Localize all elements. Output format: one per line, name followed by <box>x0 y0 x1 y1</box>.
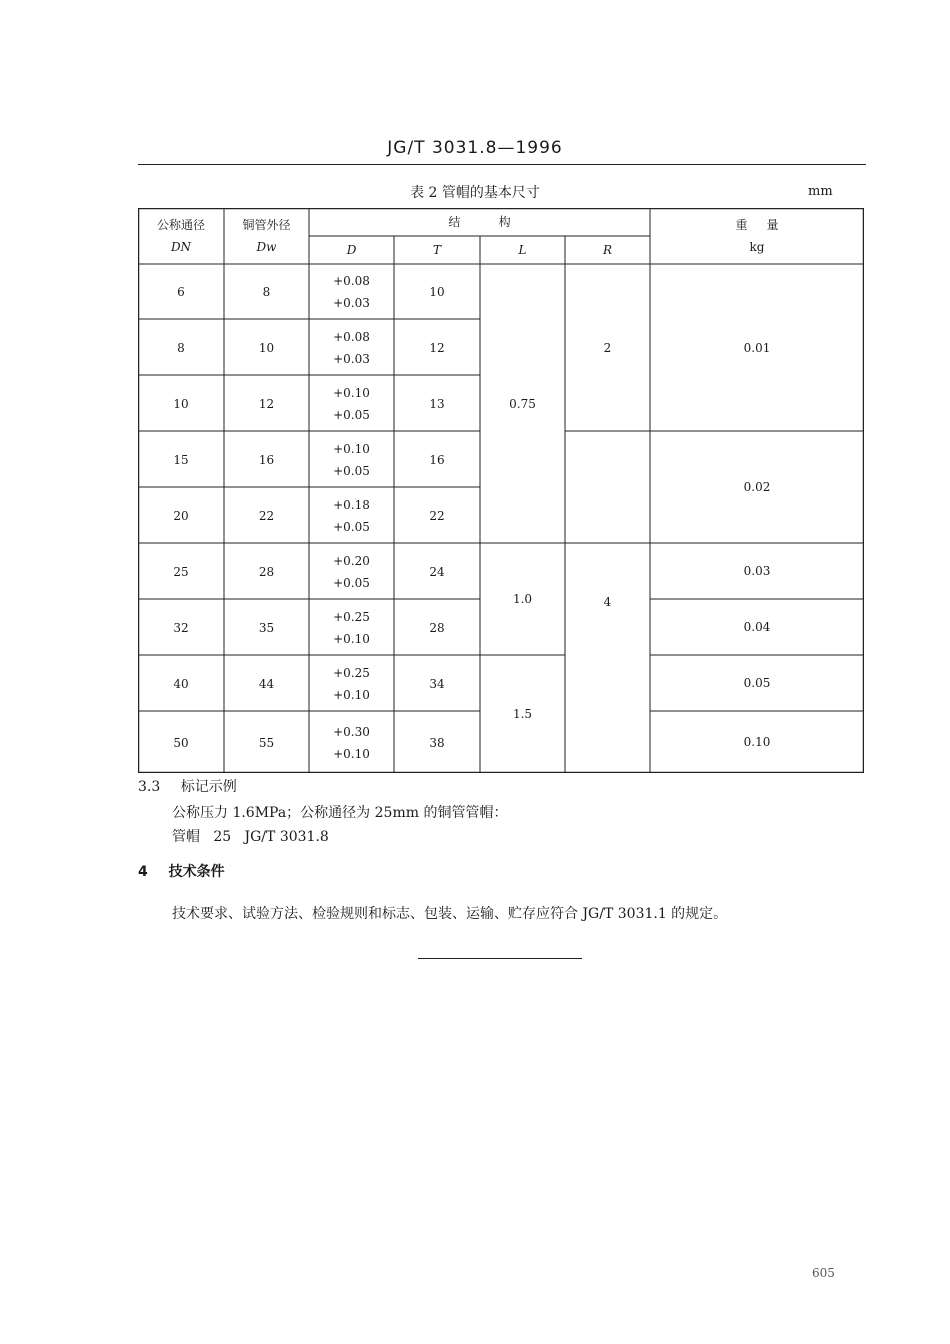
cell-t: 34 <box>429 677 445 691</box>
header-dw <box>224 208 309 264</box>
cell-dw: 12 <box>258 397 275 411</box>
header-dn <box>138 208 224 264</box>
table-unit: mm <box>808 184 833 199</box>
cell-dw: 28 <box>258 565 275 579</box>
weight-group-3: 0.03 <box>743 564 771 578</box>
tolerance-lower: +0.03 <box>333 296 370 310</box>
tolerance-lower: +0.05 <box>333 464 370 478</box>
cell-t: 38 <box>429 736 445 750</box>
tolerance-lower: +0.10 <box>333 688 370 702</box>
cell-dn: 50 <box>173 736 189 750</box>
l-group-1: 0.75 <box>509 396 536 411</box>
tolerance-lower: +0.05 <box>333 520 370 534</box>
cell-t: 28 <box>429 621 445 635</box>
cell-d-tolerance <box>309 432 394 488</box>
header-dn-symbol: DN <box>170 240 192 254</box>
section-3-3-line2: 管帽 25 JG/T 3031.8 <box>172 829 329 845</box>
r-group-2: 4 <box>603 595 612 609</box>
section-4-title: 技术条件 <box>168 864 225 880</box>
tolerance-lower: +0.05 <box>333 576 370 590</box>
cell-dw: 55 <box>258 736 275 750</box>
standard-code: JG/T 3031.8—1996 <box>387 138 563 158</box>
header-weight <box>650 208 864 264</box>
cell-dw: 44 <box>258 677 275 691</box>
cell-d-tolerance <box>309 264 394 320</box>
tolerance-upper: +0.25 <box>333 666 370 680</box>
dimension-table <box>138 208 864 773</box>
header-l: L <box>518 243 527 257</box>
cell-t: 16 <box>429 453 445 467</box>
header-dw-label: 铜管外径 <box>242 218 291 232</box>
tolerance-upper: +0.20 <box>333 554 370 568</box>
header-dw-symbol: Dw <box>256 240 277 254</box>
cell-t: 24 <box>429 565 445 579</box>
header-structure: 结 构 <box>448 215 511 229</box>
section-4-number: 4 <box>138 864 148 880</box>
cell-t: 10 <box>429 285 445 299</box>
cell-d-tolerance <box>309 544 394 600</box>
cell-dw: 10 <box>258 341 275 355</box>
cell-dn: 40 <box>173 677 189 691</box>
cell-dw: 22 <box>258 509 275 523</box>
table-title: 表 2 管帽的基本尺寸 <box>410 185 540 201</box>
end-rule <box>418 958 582 959</box>
cell-dn: 25 <box>173 565 189 579</box>
tolerance-upper: +0.30 <box>333 725 370 739</box>
section-3-3-number: 3.3 <box>138 779 161 795</box>
cell-dw: 8 <box>262 285 271 299</box>
tolerance-upper: +0.18 <box>333 498 370 512</box>
cell-dn: 32 <box>173 621 189 635</box>
cell-t: 13 <box>429 397 445 411</box>
cell-d-tolerance <box>309 320 394 376</box>
section-4-body: 技术要求、试验方法、检验规则和标志、包装、运输、贮存应符合 JG/T 3031.1 的规定。 <box>172 906 728 922</box>
tolerance-upper: +0.10 <box>333 386 370 400</box>
weight-group-6: 0.10 <box>743 735 771 749</box>
tolerance-upper: +0.25 <box>333 610 370 624</box>
cell-t: 12 <box>429 341 445 355</box>
cell-d-tolerance <box>309 656 394 712</box>
section-4-heading <box>138 861 225 881</box>
cell-d-tolerance <box>309 600 394 656</box>
weight-group-4: 0.04 <box>743 620 771 634</box>
tolerance-upper: +0.10 <box>333 442 370 456</box>
cell-d-tolerance <box>309 488 394 544</box>
cell-dw: 35 <box>258 621 275 635</box>
l-group-2: 1.0 <box>512 592 533 606</box>
cell-t: 22 <box>429 509 445 523</box>
header-weight-label: 重 量 <box>735 218 779 232</box>
cell-dn: 20 <box>173 509 189 523</box>
header-d: D <box>346 243 357 257</box>
tolerance-lower: +0.03 <box>333 352 370 366</box>
tolerance-lower: +0.10 <box>333 747 370 761</box>
section-3-3-heading <box>138 776 237 796</box>
section-3-3-title: 标记示例 <box>180 779 237 795</box>
header-r: R <box>602 243 613 257</box>
tolerance-lower: +0.10 <box>333 632 370 646</box>
tolerance-lower: +0.05 <box>333 408 370 422</box>
header-rule <box>138 164 866 165</box>
cell-d-tolerance <box>309 712 394 774</box>
cell-dn: 8 <box>177 341 185 355</box>
header-t: T <box>432 243 441 257</box>
cell-dn: 15 <box>173 453 189 467</box>
weight-group-2: 0.02 <box>743 480 771 494</box>
cell-dn: 6 <box>177 285 185 299</box>
cell-d-tolerance <box>309 376 394 432</box>
tolerance-upper: +0.08 <box>333 274 370 288</box>
l-group-3: 1.5 <box>512 707 533 721</box>
cell-dw: 16 <box>258 453 275 467</box>
r-group-1: 2 <box>603 340 612 355</box>
weight-group-5: 0.05 <box>743 676 771 690</box>
header-dn-label: 公称通径 <box>156 218 205 232</box>
cell-dn: 10 <box>173 397 189 411</box>
section-3-3-line1: 公称压力 1.6MPa；公称通径为 25mm 的铜管管帽： <box>172 805 508 821</box>
weight-group-1: 0.01 <box>743 340 771 355</box>
tolerance-upper: +0.08 <box>333 330 370 344</box>
page-number: 605 <box>812 1266 835 1280</box>
header-weight-unit: kg <box>749 240 765 254</box>
